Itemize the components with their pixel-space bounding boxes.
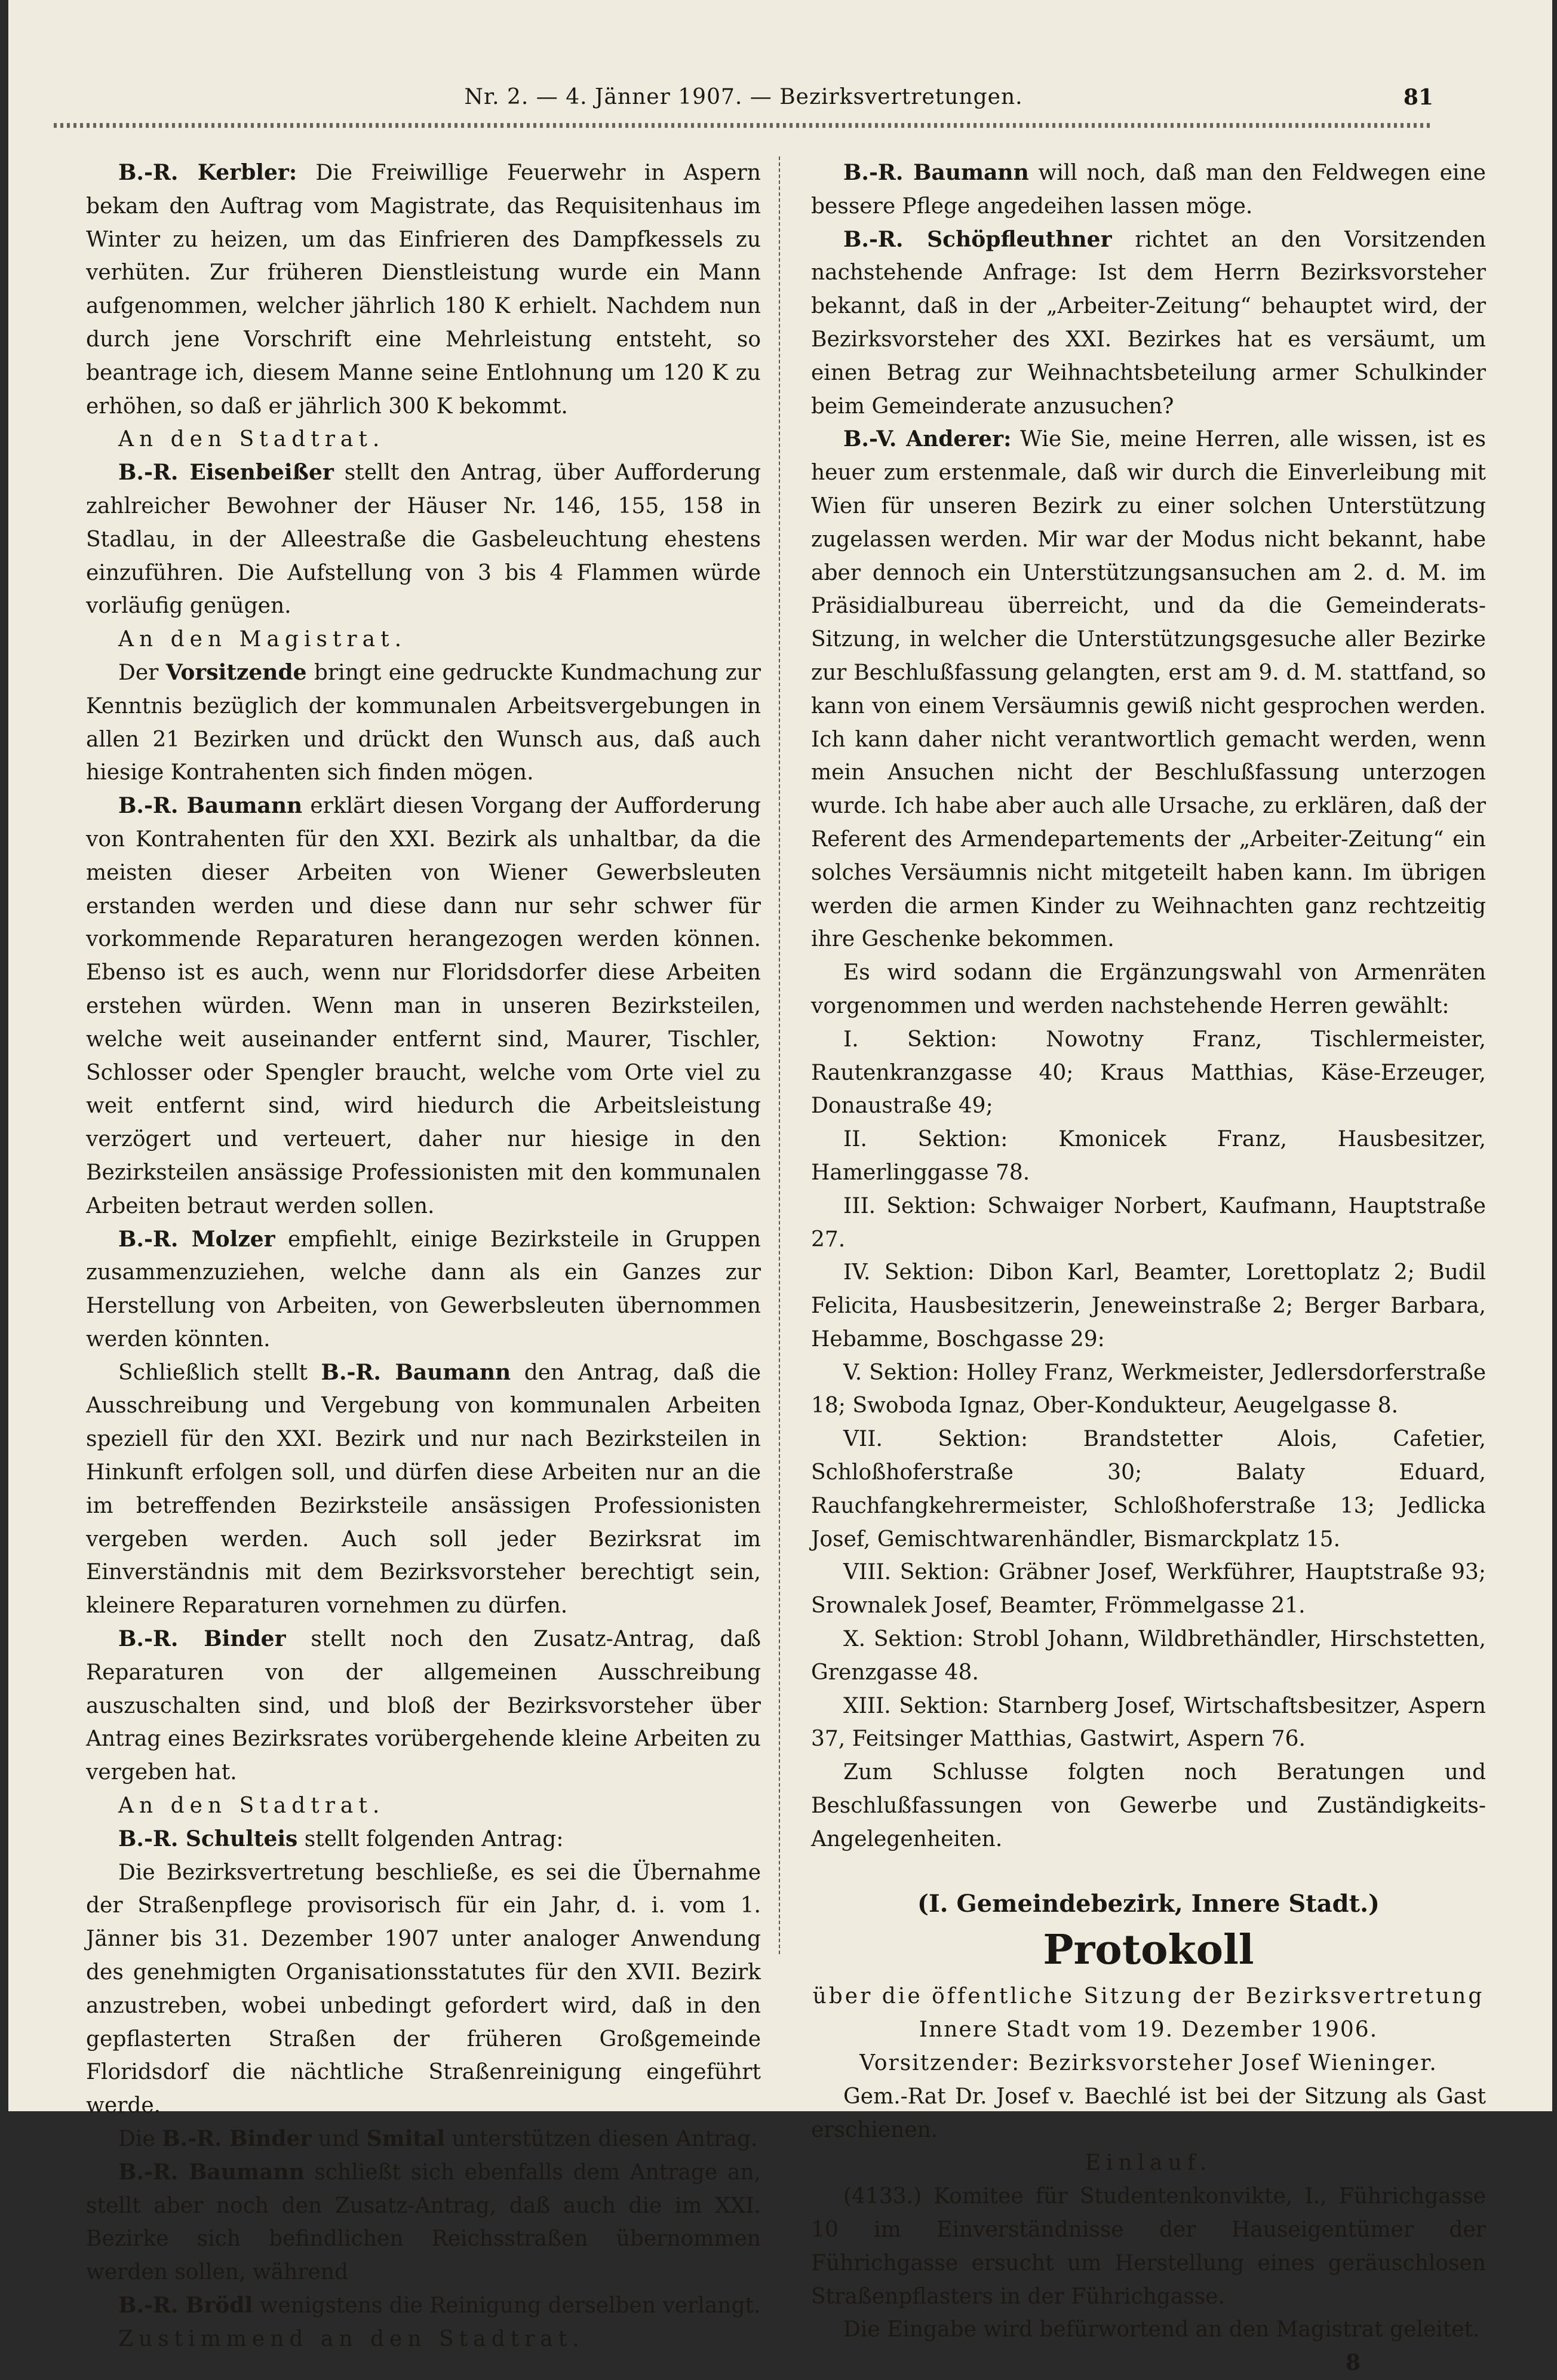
speaker: B.-R. Baumann [843, 160, 1029, 185]
speaker: Vorsitzende [165, 659, 307, 685]
protocol-date: Innere Stadt vom 19. Dezember 1906. [919, 2017, 1378, 2043]
left-column [86, 156, 761, 2356]
section-entry: VII. Sektion: Brandstetter Alois, Cafetier, Schloßhoferstraße 30; Balaty Eduard, Rauchfangkehrermeister, Schloßhoferstraße 13; Jedlicka Josef, Gemischtwarenhändler, Bismarckplatz 15. [811, 1427, 1486, 1552]
page-number: 81 [1403, 85, 1433, 110]
speaker: Smital [366, 2126, 446, 2152]
paragraph: B.-V. Anderer: Wie Sie, meine Herren, alle wissen, ist es heuer zum erstenmale, daß wir durch die Einverleibung mit Wien für unseren Bezirk zu einer solchen Unterstützung zugelassen werden. Mir war der Modus nicht bekannt, habe aber dennoch ein Unterstützungsansuchen am 2. d. M. im Präsidialbureau überreicht, und da die Gemeinderats-Sitzung, in welcher die Unterstützungsgesuche aller Bezirke zur Beschlußfassung gelangten, erst am 9. d. M. stattfand, so kann von einem Versäumnis gewiß nicht gesprochen werden. Ich kann daher nicht verantwortlich gemacht werden, wenn mein Ansuchen nicht der Beschlußfassung unterzogen wurde. Ich habe aber auch alle Ursache, zu erklären, daß der Referent des Armendepartements der „Arbeiter-Zeitung“ ein solches Versäumnis nicht mitgeteilt haben kann. Im übrigen werden die armen Kinder zu Weihnachten ganz rechtzeitig ihre Geschenke bekommen. [811, 426, 1487, 952]
section-entry: IV. Sektion: Dibon Karl, Beamter, Lorettoplatz 2; Budil Felicita, Hausbesitzerin, Jeneweinstraße 2; Berger Barbara, Hebamme, Boschgasse 29: [811, 1260, 1486, 1352]
speaker: B.-V. Anderer: [843, 426, 1012, 452]
paragraph: Zum Schlusse folgten noch Beratungen und Beschlußfassungen von Gewerbe und Zuständigkeits-Angelegenheiten. [811, 1760, 1486, 1851]
speaker: B.-R. Baumann [118, 793, 303, 819]
paragraph: B.-R. Baumann schließt sich ebenfalls dem Antrage an, stellt aber noch den Zusatz-Antrag, daß auch die im XXI. Bezirke sich befindlichen Reichsstraßen übernommen werden sollen, während [86, 2159, 761, 2285]
paragraph: B.-R. Brödl wenigstens die Reinigung derselben verlangt. [118, 2293, 761, 2318]
paragraph: Die Bezirksvertretung beschließe, es sei die Übernahme der Straßenpflege provisorisch für ein Jahr, d. i. vom 1. Jänner bis 31. Dezember 1907 unter analoger Anwendung des genehmigten Organisationsstatutes für den XVII. Bezirk anzustreben, wobei unbedingt gefordert wird, daß in den gepflasterten Straßen der früheren Großgemeinde Floridsdorf die nächtliche Straßenreinigung eingeführt werde. [86, 1860, 761, 2118]
section-entry: II. Sektion: Kmonicek Franz, Hausbesitzer, Hamerlinggasse 78. [811, 1127, 1486, 1185]
column-divider [779, 156, 780, 1954]
speaker: B.-R. Binder [162, 2126, 312, 2152]
signature-number: 8 [1345, 2350, 1361, 2376]
speaker: B.-R. Schulteis [118, 1826, 298, 1851]
section-entry: I. Sektion: Nowotny Franz, Tischlermeister, Rautenkranzgasse 40; Kraus Matthias, Käse-Erzeuger, Donaustraße 49; [811, 1027, 1486, 1119]
paragraph: B.-R. Schulteis stellt folgenden Antrag: [118, 1826, 564, 1851]
speaker: B.-R. Binder [118, 1626, 286, 1652]
referral: An den Magistrat. [118, 627, 407, 652]
paragraph: (4133.) Komitee für Studentenkonvikte, I., Führichgasse 10 im Einverständnisse der Hauseigentümer der Führichgasse ersucht um Herstellung eines geräuschlosen Straßenpflasters in der Führichgasse. [811, 2184, 1486, 2309]
referral: An den Stadtrat. [118, 427, 385, 452]
paragraph: Die Eingabe wird befürwortend an den Magistrat geleitet. [843, 2317, 1480, 2342]
protocol-subtitle: über die öffentliche Sitzung der Bezirksvertretung [812, 1984, 1485, 2009]
speaker: B.-R. Brödl [118, 2293, 253, 2318]
right-column [811, 156, 1486, 2380]
paragraph: B.-R. Baumann erklärt diesen Vorgang der Aufforderung von Kontrahenten für den XXI. Bezirk als unhaltbar, da die meisten dieser Arbeiten von Wiener Gewerbsleuten erstanden werden und diese dann nur sehr schwer für vorkommende Reparaturen herangezogen werden können. Ebenso ist es auch, wenn nur Floridsdorfer diese Arbeiten erstehen würden. Wenn man in unseren Bezirksteilen, welche weit auseinander entfernt sind, Maurer, Tischler, Schlosser oder Spengler braucht, welche vom Orte viel zu weit entfernt sind, wird hiedurch die Arbeitsleistung verzögert und verteuert, daher nur hiesige in den Bezirksteilen ansässige Professionisten mit den kommunalen Arbeiten betraut werden sollen. [86, 793, 761, 1218]
section-entry: VIII. Sektion: Gräbner Josef, Werkführer, Hauptstraße 93; Srownalek Josef, Beamter, Frömmelgasse 21. [811, 1560, 1486, 1619]
paragraph: Es wird sodann die Ergänzungswahl von Armenräten vorgenommen und werden nachstehende Herren gewählt: [811, 960, 1486, 1018]
paragraph: B.-R. Binder stellt noch den Zusatz-Antrag, daß Reparaturen von der allgemeinen Ausschreibung auszuschalten sind, und bloß der Bezirksvorsteher über Antrag eines Bezirksrates vorübergehende kleine Arbeiten zu vergeben hat. [86, 1626, 761, 1785]
referral: An den Stadtrat. [118, 1794, 385, 1819]
speaker: B.-R. Baumann [321, 1359, 511, 1385]
einlauf-heading: Einlauf. [1085, 2151, 1212, 2176]
paragraph: Die B.-R. Binder und Smital unterstützen diesen Antrag. [118, 2126, 758, 2152]
section-heading: (I. Gemeindebezirk, Innere Stadt.) [917, 1889, 1380, 1918]
section-entry: XIII. Sektion: Starnberg Josef, Wirtschaftsbesitzer, Aspern 37, Feitsinger Matthias, Gastwirt, Aspern 76. [811, 1693, 1486, 1752]
protocol-title: Protokoll [1043, 1926, 1254, 1974]
header-title: Nr. 2. — 4. Jänner 1907. — Bezirksvertretungen. [464, 85, 1023, 109]
speaker: B.-R. Baumann [118, 2159, 305, 2185]
section-entry: V. Sektion: Holley Franz, Werkmeister, Jedlersdorferstraße 18; Swoboda Ignaz, Ober-Kondukteur, Aeugelgasse 8. [811, 1360, 1486, 1418]
paragraph: Gem.-Rat Dr. Josef v. Baechlé ist bei der Sitzung als Gast erschienen. [811, 2084, 1486, 2142]
page-header [54, 85, 1433, 115]
paragraph: B.-R. Schöpfleuthner richtet an den Vorsitzenden nachstehende Anfrage: Ist dem Herrn Bezirksvorsteher bekannt, daß in der „Arbeiter-Zeitung“ behauptet wird, der Bezirksvorsteher des XXI. Bezirkes hat es versäumt, um einen Betrag zur Weihnachtsbeteilung armer Schulkinder beim Gemeinderate anzusuchen? [811, 226, 1487, 419]
speaker: B.-R. Molzer [118, 1226, 275, 1252]
newspaper-page [8, 0, 1552, 2376]
header-rule [54, 123, 1433, 128]
paragraph: Der Vorsitzende bringt eine gedruckte Kundmachung zur Kenntnis bezüglich der kommunalen Arbeitsvergebungen in allen 21 Bezirken und drückt den Wunsch aus, daß auch hiesige Kontrahenten sich finden mögen. [86, 659, 761, 785]
speaker: B.-R. Schöpfleuthner [843, 226, 1112, 252]
paragraph: B.-R. Baumann will noch, daß man den Feldwegen eine bessere Pflege angedeihen lassen möge. [811, 160, 1486, 219]
paragraph: B.-R. Eisenbeißer stellt den Antrag, über Aufforderung zahlreicher Bewohner der Häuser Nr. 146, 155, 158 in Stadlau, in der Alleestraße die Gasbeleuchtung ehestens einzuführen. Die Aufstellung von 3 bis 4 Flammen würde vorläufig genügen. [86, 460, 761, 619]
speaker: B.-R. Kerbler: [118, 160, 297, 185]
paragraph: B.-R. Kerbler: Die Freiwillige Feuerwehr in Aspern bekam den Auftrag vom Magistrate, das Requisitenhaus im Winter zu heizen, um das Einfrieren des Dampfkessels zu verhüten. Zur früheren Dienstleistung wurde ein Mann aufgenommen, welcher jährlich 180 K erhielt. Nachdem nun durch jene Vorschrift eine Mehrleistung entsteht, so beantrage ich, diesem Manne seine Entlohnung um 120 K zu erhöhen, so daß er jährlich 300 K bekommt. [86, 160, 761, 419]
speaker: B.-R. Eisenbeißer [118, 460, 334, 486]
section-entry: III. Sektion: Schwaiger Norbert, Kaufmann, Hauptstraße 27. [811, 1193, 1486, 1252]
referral: Zustimmend an den Stadtrat. [118, 2326, 585, 2351]
chair-line: Vorsitzender: Bezirksvorsteher Josef Wieninger. [859, 2051, 1438, 2076]
section-entry: X. Sektion: Strobl Johann, Wildbrethändler, Hirschstetten, Grenzgasse 48. [811, 1627, 1486, 1685]
paragraph: Schließlich stellt B.-R. Baumann den Antrag, daß die Ausschreibung und Vergebung von kommunalen Arbeiten speziell für den XXI. Bezirk und nur nach Bezirksteilen in Hinkunft erfolgen soll, und dürfen diese Arbeiten nur an die im betreffenden Bezirksteile ansässigen Professionisten vergeben werden. Auch soll jeder Bezirksrat im Einverständnis mit dem Bezirksvorsteher berechtigt sein, kleinere Reparaturen vornehmen zu dürfen. [86, 1359, 761, 1619]
paragraph: B.-R. Molzer empfiehlt, einige Bezirksteile in Gruppen zusammenzuziehen, welche dann als ein Ganzes zur Herstellung von Arbeiten, von Gewerbsleuten übernommen werden könnten. [86, 1226, 761, 1352]
